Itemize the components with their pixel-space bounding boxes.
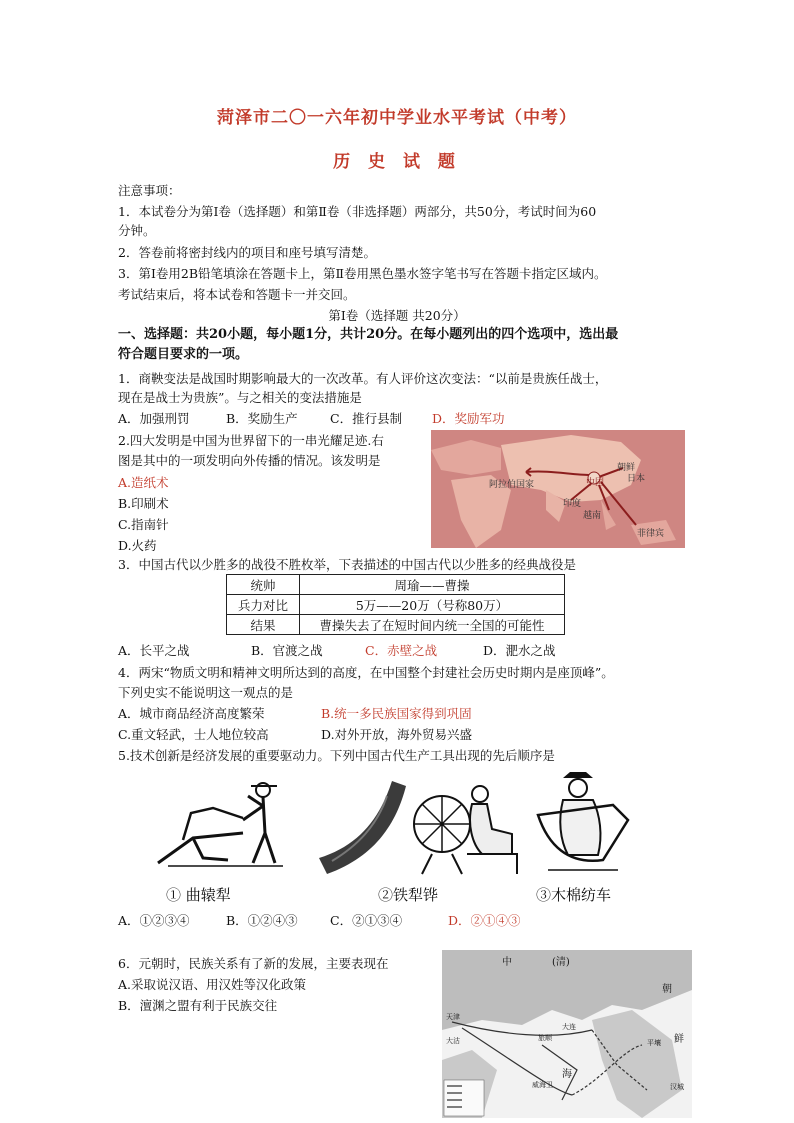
map-label: 朝 bbox=[662, 984, 672, 995]
notes-line: 分钟。 bbox=[118, 223, 156, 238]
spinning-wheel-drawing bbox=[412, 774, 522, 876]
q6-option-a[interactable]: A.采取说汉语、用汉姓等汉化政策 bbox=[118, 977, 307, 992]
map-label: 威海卫 bbox=[532, 1081, 553, 1089]
q5-option-a[interactable]: A．①②③④ bbox=[118, 913, 190, 928]
map-label: 海 bbox=[562, 1069, 572, 1080]
q3-option-d[interactable]: D．淝水之战 bbox=[483, 643, 556, 658]
map-label: 中 bbox=[502, 957, 512, 968]
notes-line: 考试结束后，将本试卷和答题卡一并交回。 bbox=[118, 287, 356, 302]
map-label: 汉城 bbox=[670, 1083, 684, 1091]
q4-options bbox=[118, 706, 538, 722]
q3-stem: 3．中国古代以少胜多的战役不胜枚举，下表描述的中国古代以少胜多的经典战役是 bbox=[118, 557, 576, 572]
q5-option-b[interactable]: B．①②④③ bbox=[226, 913, 298, 928]
map-label: 越南 bbox=[583, 511, 602, 521]
invention-spread-map bbox=[431, 430, 685, 548]
q2-stem: 图是其中的一项发明向外传播的情况。该发明是 bbox=[118, 453, 381, 468]
q4-option-c[interactable]: C.重文轻武，士人地位较高 bbox=[118, 727, 269, 742]
q6-stem: 6．元朝时，民族关系有了新的发展，主要表现在 bbox=[118, 956, 389, 971]
map-label: 印度 bbox=[563, 499, 582, 509]
map-label: 菲律宾 bbox=[637, 529, 665, 539]
map-label: 大沽 bbox=[446, 1037, 460, 1045]
curved-plow-illustration bbox=[153, 778, 296, 876]
table-cell: 周瑜——曹操 bbox=[300, 575, 565, 595]
q5-option-d[interactable]: D．②①④③ bbox=[448, 913, 521, 928]
map-label: 鲜 bbox=[674, 1034, 684, 1045]
q1-stem: 现在是战士为贵族”。与之相关的变法措施是 bbox=[118, 390, 362, 405]
q6-option-b[interactable]: B．澶渊之盟有利于民族交往 bbox=[118, 998, 278, 1013]
q4-option-b[interactable]: B.统一多民族国家得到巩固 bbox=[321, 706, 472, 721]
table-row bbox=[227, 615, 565, 635]
q3-option-c[interactable]: C．赤壁之战 bbox=[365, 643, 438, 658]
q4-options bbox=[118, 727, 538, 743]
q5-caption-1: ① 曲辕犁 bbox=[166, 886, 231, 904]
map-label: 平壤 bbox=[647, 1039, 661, 1047]
table-row bbox=[227, 575, 565, 595]
q2-option-a[interactable]: A.造纸术 bbox=[118, 475, 169, 490]
map-label: 天津 bbox=[446, 1013, 460, 1021]
q2-option-d[interactable]: D.火药 bbox=[118, 538, 157, 553]
sino-japanese-war-map bbox=[442, 950, 692, 1118]
q1-option-b[interactable]: B．奖励生产 bbox=[226, 411, 298, 426]
q4-stem: 下列史实不能说明这一观点的是 bbox=[118, 685, 294, 700]
q4-stem: 4．两宋“物质文明和精神文明所达到的高度，在中国整个封建社会历史时期内是座顶峰”。 bbox=[118, 665, 614, 680]
q1-option-a[interactable]: A．加强刑罚 bbox=[118, 411, 190, 426]
q1-options bbox=[118, 411, 538, 427]
map-label: 朝鲜 bbox=[617, 463, 636, 473]
table-cell: 曹操失去了在短时间内统一全国的可能性 bbox=[300, 615, 565, 635]
table-row bbox=[227, 595, 565, 615]
q2-stem: 2.四大发明是中国为世界留下的一串光耀足迹.右 bbox=[118, 433, 384, 448]
q5-stem: 5.技术创新是经济发展的重要驱动力。下列中国古代生产工具出现的先后顺序是 bbox=[118, 748, 555, 763]
notes-line: 1．本试卷分为第Ⅰ卷（选择题）和第Ⅱ卷（非选择题）两部分，共50分，考试时间为60 bbox=[118, 204, 597, 219]
notes-heading: 注意事项： bbox=[118, 183, 181, 198]
q5-caption-3: ③木棉纺车 bbox=[536, 886, 612, 904]
battle-table bbox=[226, 574, 565, 635]
war-map-graphic bbox=[442, 950, 692, 1118]
exam-subtitle: 历 史 试 题 bbox=[333, 152, 461, 172]
table-cell: 5万——20万（号称80万） bbox=[300, 595, 565, 615]
section-instruction: 符合题目要求的一项。 bbox=[118, 347, 249, 362]
spinning-wheel-illustration bbox=[412, 774, 522, 876]
curved-plow-drawing bbox=[153, 778, 296, 876]
q4-option-a[interactable]: A．城市商品经济高度繁荣 bbox=[118, 706, 265, 721]
volume-heading: 第Ⅰ卷（选择题 共20分） bbox=[328, 308, 466, 323]
q1-option-c[interactable]: C．推行县制 bbox=[330, 411, 403, 426]
iron-plowshare-drawing bbox=[317, 776, 408, 876]
exam-title: 菏泽市二〇一六年初中学业水平考试（中考） bbox=[217, 108, 577, 128]
map-label: 阿拉伯国家 bbox=[489, 480, 535, 490]
map-label: 日本 bbox=[627, 474, 646, 484]
map-label: 旅顺 bbox=[538, 1034, 552, 1042]
iron-plowshare-illustration bbox=[317, 776, 408, 876]
q1-option-d[interactable]: D．奖励军功 bbox=[432, 411, 505, 426]
table-cell: 统帅 bbox=[227, 575, 300, 595]
q3-options bbox=[118, 643, 678, 659]
q4-option-d[interactable]: D.对外开放，海外贸易兴盛 bbox=[321, 727, 473, 742]
q2-option-c[interactable]: C.指南针 bbox=[118, 517, 169, 532]
q3-option-a[interactable]: A．长平之战 bbox=[118, 643, 190, 658]
q1-stem: 1．商鞅变法是战国时期影响最大的一次改革。有人评价这次变法：“以前是贵族任战士， bbox=[118, 371, 608, 386]
q5-options bbox=[118, 913, 548, 929]
q2-option-b[interactable]: B.印刷术 bbox=[118, 496, 169, 511]
notes-line: 2．答卷前将密封线内的项目和座号填写清楚。 bbox=[118, 245, 376, 260]
q5-caption-2: ②铁犁铧 bbox=[378, 886, 439, 904]
section-instruction: 一、选择题：共20小题，每小题1分，共计20分。在每小题列出的四个选项中，选出最 bbox=[118, 327, 619, 342]
q5-option-c[interactable]: C．②①③④ bbox=[330, 913, 403, 928]
map-label: 中国 bbox=[586, 478, 605, 488]
table-cell: 结果 bbox=[227, 615, 300, 635]
notes-line: 3．第Ⅰ卷用2B铅笔填涂在答题卡上，第Ⅱ卷用黑色墨水签字笔书写在答题卡指定区域内。 bbox=[118, 266, 607, 281]
table-cell: 兵力对比 bbox=[227, 595, 300, 615]
cotton-wheel-illustration bbox=[528, 770, 631, 876]
q3-option-b[interactable]: B．官渡之战 bbox=[251, 643, 323, 658]
map-label: 大连 bbox=[562, 1023, 576, 1031]
map-label: (清) bbox=[552, 957, 570, 968]
cotton-wheel-drawing bbox=[528, 770, 631, 876]
